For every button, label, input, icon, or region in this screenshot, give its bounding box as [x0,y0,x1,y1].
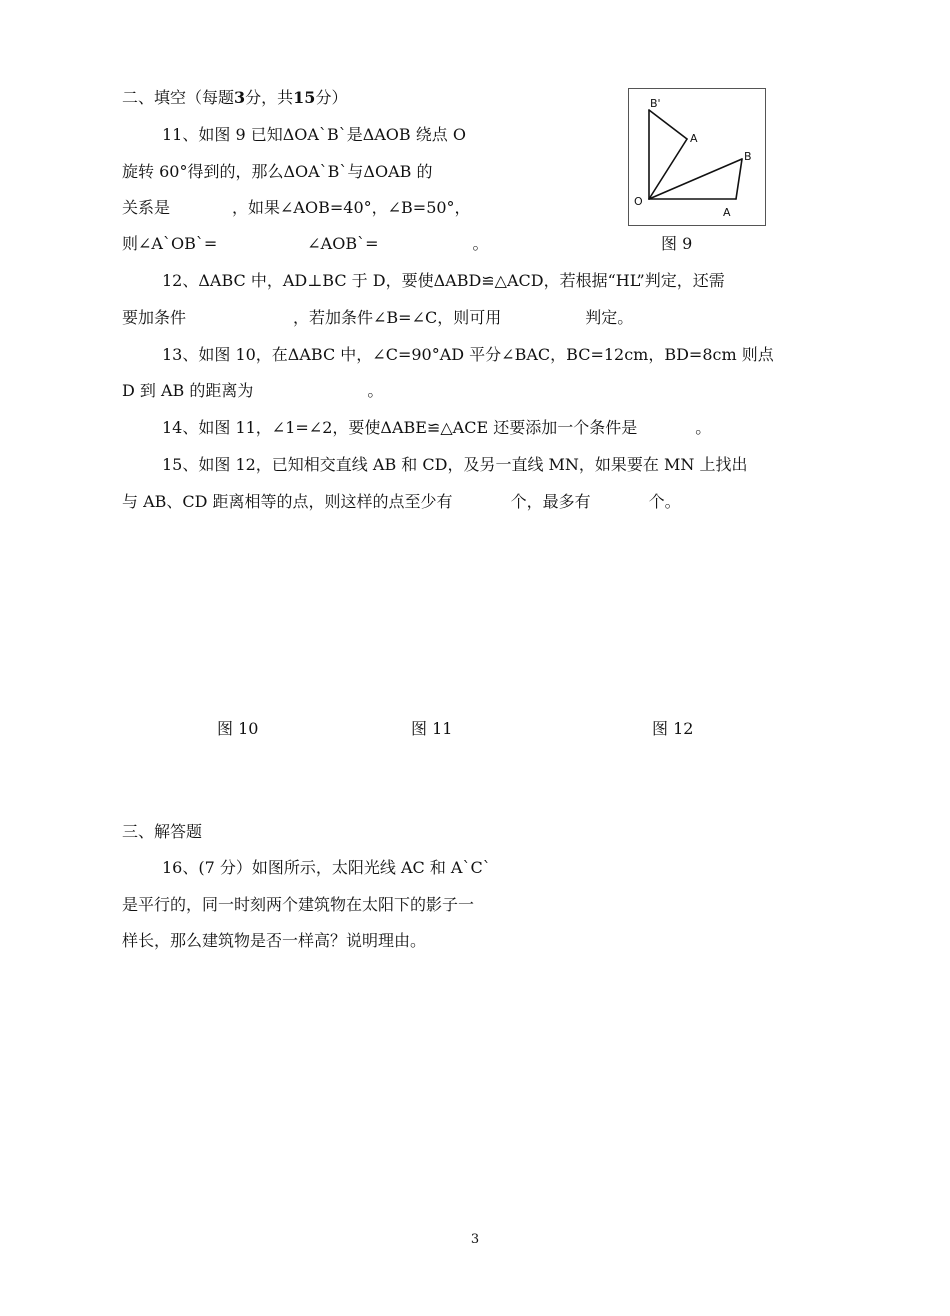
label-b: B [744,150,752,163]
figure-9-caption: 图 9 [661,234,693,253]
q11-text: 。 [472,234,489,253]
q16-line-1: 16、(7 分）如图所示，太阳光线 AC 和 A`C` [162,858,491,877]
q11-line-4 [122,233,489,255]
section-3-heading: 三、解答题 [122,822,203,841]
q13-text: 。 [367,381,384,400]
q15-text: 个。 [648,492,681,511]
q12-text: ，若加条件∠B=∠C，则可用 [293,308,502,327]
q12-line-1: 12、ΔABC 中，AD⊥BC 于 D，要使ΔABD≌△ACD，若根据“HL”判定，还需 [162,271,725,290]
segment-o-b [649,159,742,199]
q15-line-1: 15、如图 12，已知相交直线 AB 和 CD，及另一直线 MN，如果要在 MN 上找出 [162,455,748,474]
q13-text: D 到 AB 的距离为 [122,381,254,400]
q14-line-1 [162,417,711,439]
figure-9 [628,88,766,226]
label-a-prime: A [690,132,698,145]
label-b-prime: B' [650,97,661,110]
q14-text: 。 [695,418,712,437]
q15-text: 与 AB、CD 距离相等的点，则这样的点至少有 [122,492,453,511]
segment-bprime-aprime [649,110,687,139]
heading-text: 分） [315,88,348,107]
q12-text: 判定。 [585,308,634,327]
q15-line-2 [122,491,681,513]
label-o: O [634,195,643,208]
label-a: A [723,206,731,219]
section-2-heading [122,87,347,109]
q11-text: ∠AOB`= [307,234,379,253]
figure-9-lines [649,110,742,199]
figure-9-labels [634,97,752,219]
heading-text: 二、填空（每题 [122,88,235,107]
q15-text: 个，最多有 [510,492,591,511]
q11-text: ，如果∠AOB=40°，∠B=50°， [232,198,471,217]
page-number: 3 [470,1232,480,1247]
q11-text: 关系是 [122,198,171,217]
figure-11-caption: 图 11 [411,719,453,738]
q12-line-2 [122,307,633,329]
q11-line-3 [122,197,471,219]
q11-line-1: 11、如图 9 已知ΔOA`B`是ΔAOB 绕点 O [162,125,466,144]
q11-line-2: 旋转 60°得到的，那么ΔOA`B`与ΔOAB 的 [122,162,433,181]
q13-line-2 [122,380,383,402]
q16-line-3: 样长，那么建筑物是否一样高？说明理由。 [122,931,427,950]
q16-line-2: 是平行的，同一时刻两个建筑物在太阳下的影子一 [122,895,475,914]
heading-points-total: 15 [293,88,316,107]
q13-line-1: 13、如图 10，在ΔABC 中，∠C=90°AD 平分∠BAC，BC=12cm，BD=8cm 则点 [162,345,774,364]
figure-10-caption: 图 10 [217,719,259,738]
q14-text: 14、如图 11，∠1=∠2，要使ΔABE≌△ACE 还要添加一个条件是 [162,418,638,437]
segment-b-a [736,159,742,199]
heading-points-each: 3 [234,88,246,107]
q12-text: 要加条件 [122,308,187,327]
q11-text: 则∠A`OB`= [122,234,218,253]
figure-12-caption: 图 12 [652,719,694,738]
figure-9-drawing [629,89,765,225]
heading-text: 分，共 [245,88,294,107]
